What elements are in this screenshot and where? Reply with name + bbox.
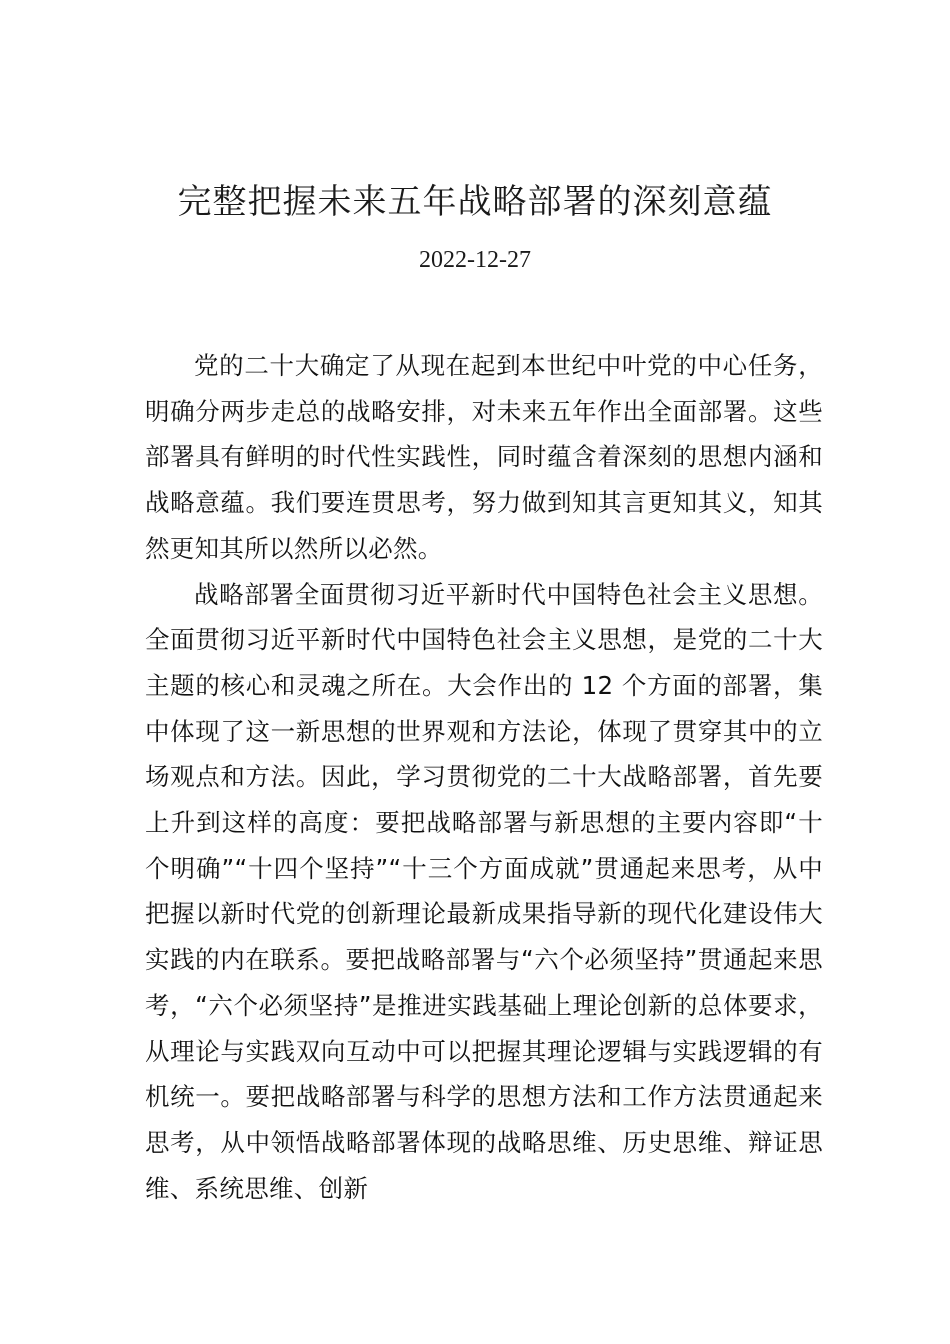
document-title: 完整把握未来五年战略部署的深刻意蕴 bbox=[177, 182, 773, 222]
publish-date: 2022-12-27 bbox=[419, 247, 531, 273]
article-body bbox=[145, 343, 823, 1211]
paragraph-1: 党的二十大确定了从现在起到本世纪中叶党的中心任务，明确分两步走总的战略安排，对未来五年作出全面部署。这些部署具有鲜明的时代性实践性，同时蕴含着深刻的思想内涵和战略意蕴。我们要连贯思考，努力做到知其言更知其义，知其然更知其所以然所以必然。 bbox=[145, 351, 823, 563]
paragraph-2: 战略部署全面贯彻习近平新时代中国特色社会主义思想。全面贯彻习近平新时代中国特色社会主义思想，是党的二十大主题的核心和灵魂之所在。大会作出的 12 个方面的部署，集中体现了这一新思想的世界观和方法论，体现了贯穿其中的立场观点和方法。因此，学习贯彻党的二十大战略部署，首先要上升到这样的高度：要把战略部署与新思想的主要内容即“十个明确”“十四个坚持”“十三个方面成就”贯通起来思考，从中把握以新时代党的创新理论最新成果指导新的现代化建设伟大实践的内在联系。要把战略部署与“六个必须坚持”贯通起来思考，“六个必须坚持”是推进实践基础上理论创新的总体要求，从理论与实践双向互动中可以把握其理论逻辑与实践逻辑的有机统一。要把战略部署与科学的思想方法和工作方法贯通起来思考，从中领悟战略部署体现的战略思维、历史思维、辩证思维、系统思维、创新 bbox=[145, 579, 823, 1203]
